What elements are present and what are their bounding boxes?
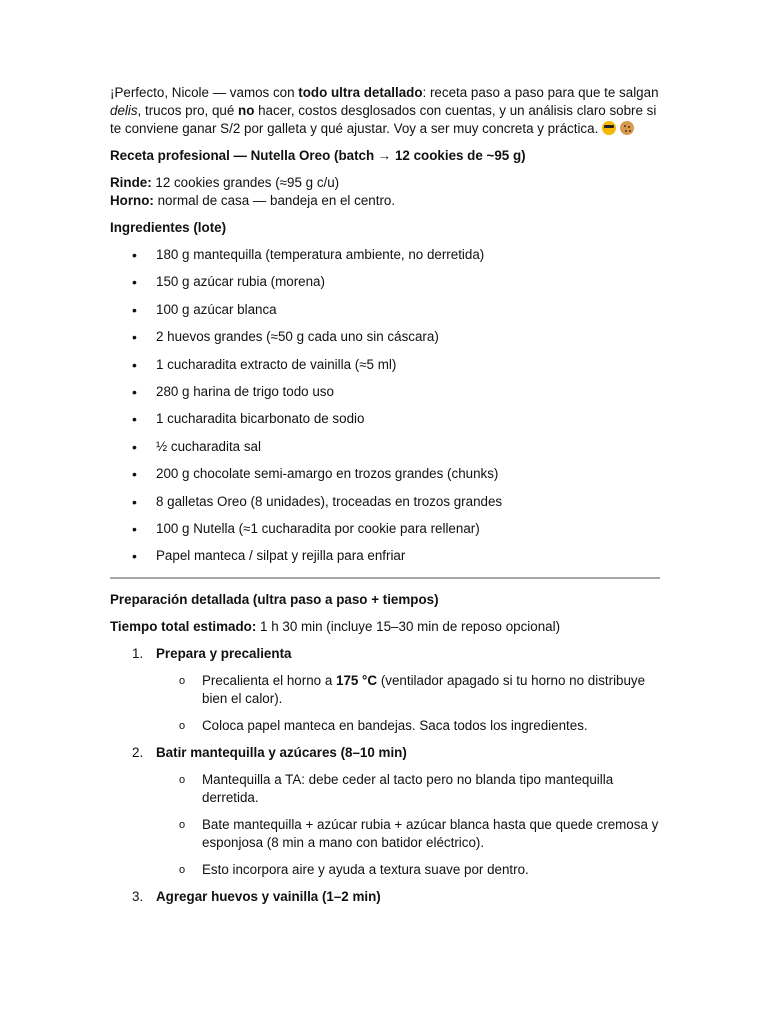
- sub-item-text: (ventilador apagado si tu horno no distribuye bien el calor).: [202, 673, 646, 707]
- step-title-text: Batir mantequilla y azúcares (8–10 min): [156, 745, 407, 761]
- list-item: • 100 g Nutella (≈1 cucharadita por cookie para rellenar): [110, 520, 660, 538]
- intro-bold-text: todo ultra detallado: [298, 85, 423, 100]
- ingredients-heading: Ingredientes (lote): [110, 220, 227, 235]
- sub-list-item: [110, 672, 660, 708]
- yield-value: 12 cookies grandes (≈95 g c/u): [151, 175, 340, 190]
- sub-item-text: Bate mantequilla + azúcar rubia + azúcar blanca hasta que quede cremosa y esponjosa (8 min a mano con batidor eléctrico).: [202, 817, 659, 851]
- recipe-meta: [110, 174, 660, 210]
- intro-text: hacer, costos desglosados con cuentas, y un análisis claro sobre si te conviene ganar S/2 por galleta y qué ajustar. Voy a ser muy concreta y práctica.: [110, 103, 657, 136]
- step-sub-list: [110, 672, 660, 735]
- step-number: 1.: [132, 646, 144, 662]
- sunglasses-emoji-icon: [602, 121, 616, 135]
- list-item: • 180 g mantequilla (temperatura ambiente, no derretida): [110, 246, 660, 264]
- intro-bold-text: no: [238, 103, 255, 118]
- list-item: • ½ cucharadita sal: [110, 438, 660, 456]
- step-sub-list: [110, 771, 660, 879]
- document-body: [110, 84, 660, 915]
- step-title-text: Agregar huevos y vainilla (1–2 min): [156, 889, 381, 905]
- sub-item-text: Coloca papel manteca en bandejas. Saca todos los ingredientes.: [202, 718, 588, 734]
- step-title-text: Prepara y precalienta: [156, 646, 292, 662]
- list-item: • 200 g chocolate semi-amargo en trozos grandes (chunks): [110, 465, 660, 483]
- list-item: • 1 cucharadita bicarbonato de sodio: [110, 410, 660, 428]
- sub-item-text: Esto incorpora aire y ayuda a textura suave por dentro.: [202, 862, 529, 878]
- steps-list: [110, 645, 660, 906]
- sub-list-item: [110, 771, 660, 807]
- step-item: [110, 645, 660, 735]
- yield-line: [110, 174, 660, 192]
- list-item: • 150 g azúcar rubia (morena): [110, 273, 660, 291]
- total-time-value: 1 h 30 min (incluye 15–30 min de reposo opcional): [256, 619, 561, 635]
- list-item: • 8 galletas Oreo (8 unidades), troceadas en trozos grandes: [110, 493, 660, 511]
- sub-item-text: Mantequilla a TA: debe ceder al tacto pero no blanda tipo mantequilla derretida.: [202, 772, 614, 806]
- step-number: 3.: [132, 889, 144, 905]
- total-time-line: [110, 618, 660, 636]
- sub-list-item: [110, 861, 660, 879]
- step-item: [110, 744, 660, 879]
- list-item: • 2 huevos grandes (≈50 g cada uno sin cáscara): [110, 328, 660, 346]
- sub-list-item: [110, 816, 660, 852]
- total-time-label: Tiempo total estimado:: [110, 619, 257, 635]
- intro-paragraph: [110, 84, 660, 138]
- sub-item-bold-text: 175 °C: [336, 673, 378, 689]
- recipe-title: Receta profesional — Nutella Oreo (batch → 12 cookies de ~95 g): [110, 148, 526, 163]
- step-title: [110, 645, 660, 663]
- list-item: • 280 g harina de trigo todo uso: [110, 383, 660, 401]
- intro-text: ¡Perfecto, Nicole — vamos con: [110, 85, 299, 100]
- oven-line: [110, 192, 660, 210]
- step-item: [110, 888, 660, 906]
- preparation-heading: Preparación detallada (ultra paso a paso + tiempos): [110, 592, 439, 608]
- list-item: • 1 cucharadita extracto de vainilla (≈5 ml): [110, 356, 660, 374]
- sub-list-item: [110, 717, 660, 735]
- intro-text: , trucos pro, qué: [137, 103, 239, 118]
- step-number: 2.: [132, 745, 144, 761]
- yield-label: Rinde:: [110, 175, 152, 190]
- step-title: [110, 744, 660, 762]
- list-item: • 100 g azúcar blanca: [110, 301, 660, 319]
- sub-item-text: Precalienta el horno a: [202, 673, 336, 689]
- oven-value: normal de casa — bandeja en el centro.: [153, 193, 396, 208]
- cookie-emoji-icon: [620, 121, 634, 135]
- ingredients-list: [110, 246, 660, 565]
- section-divider: [110, 577, 660, 579]
- list-item: • Papel manteca / silpat y rejilla para enfriar: [110, 547, 660, 565]
- intro-text: : receta paso a paso para que te salgan: [422, 85, 659, 100]
- oven-label: Horno:: [110, 193, 154, 208]
- intro-italic-text: delis: [110, 103, 138, 118]
- step-title: [110, 888, 660, 906]
